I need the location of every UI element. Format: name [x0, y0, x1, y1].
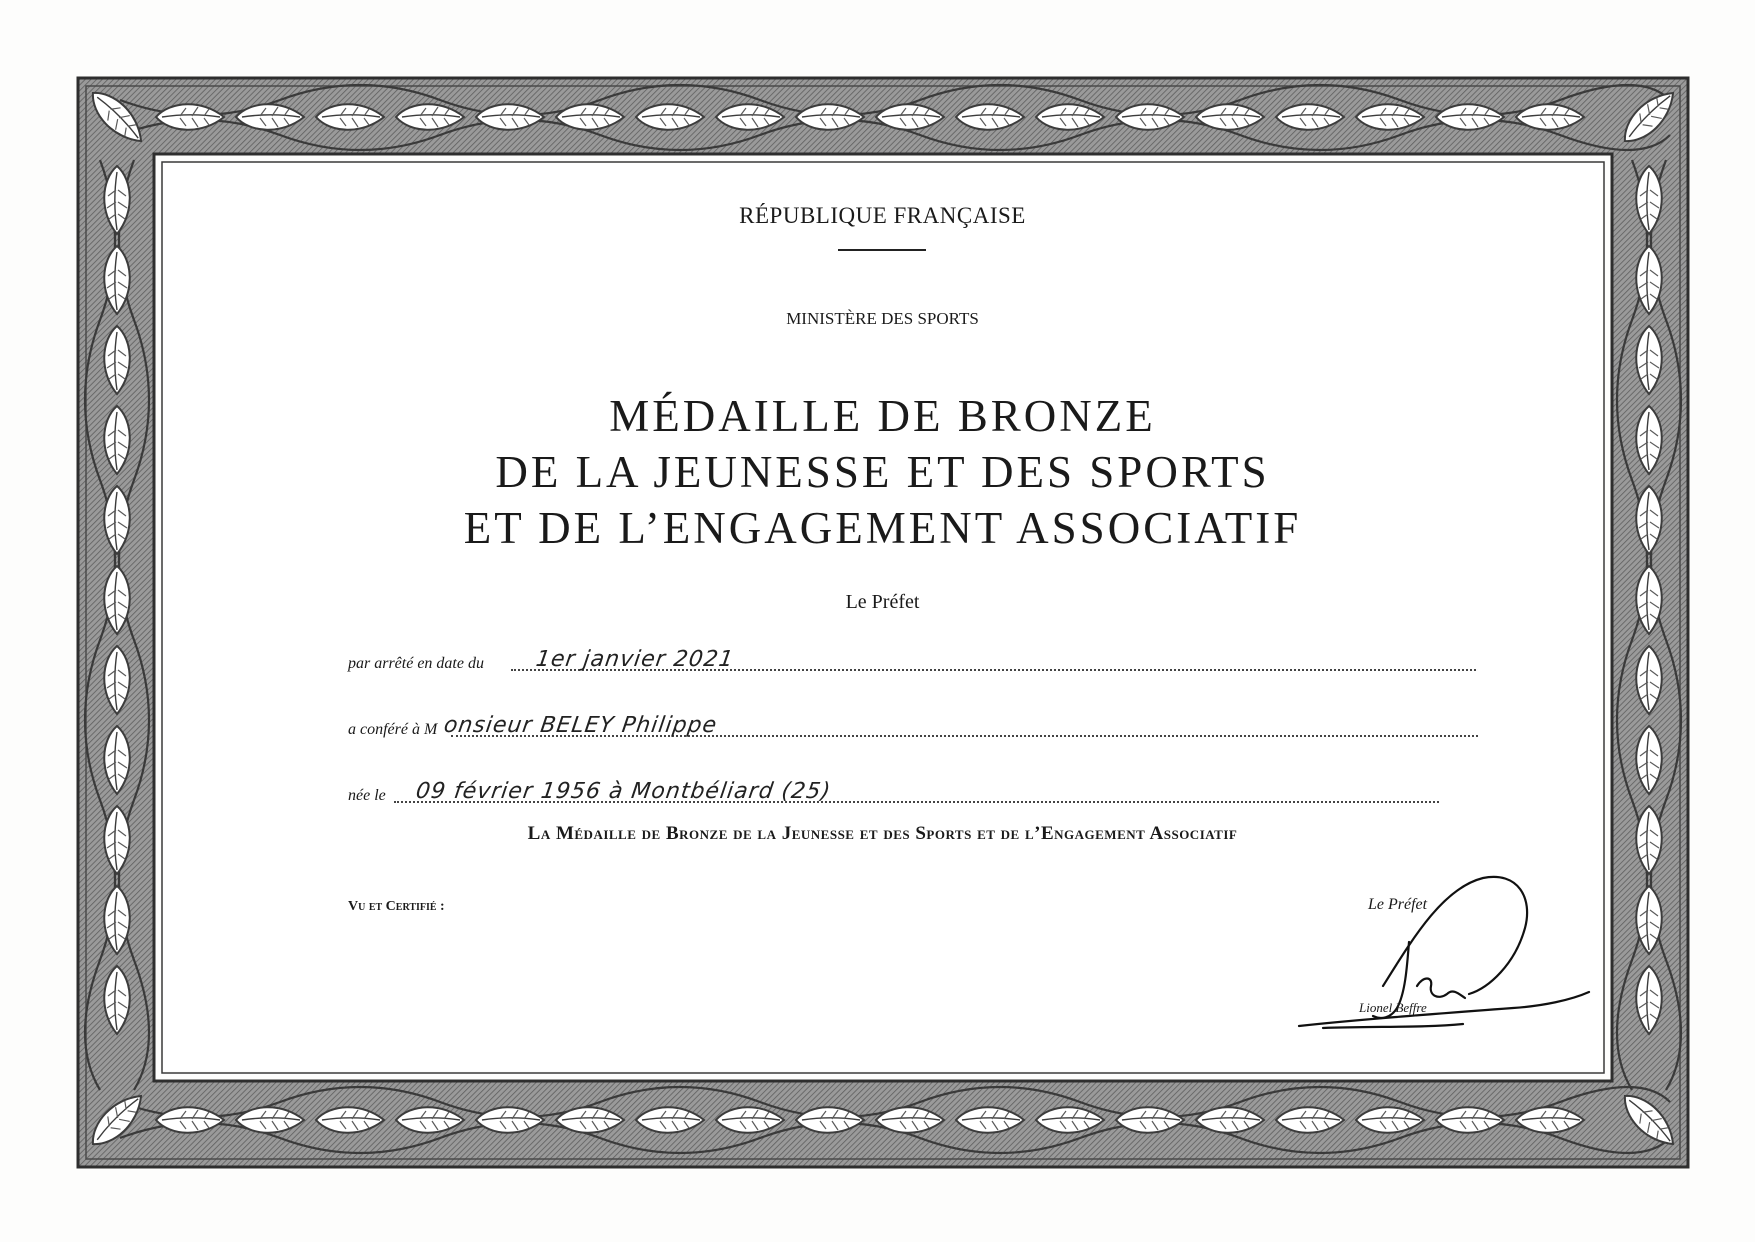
- birth-label: née le: [348, 787, 386, 804]
- birth-value: 09 février 1956 à Montbéliard (25): [414, 779, 833, 804]
- date-label: par arrêté en date du: [348, 655, 484, 672]
- recipient-label: a conféré à M: [348, 721, 438, 738]
- signatory-name: Lionel Beffre: [1359, 1000, 1427, 1015]
- title-line-2: DE LA JEUNESSE ET DES SPORTS: [495, 447, 1270, 497]
- heading-divider: [838, 249, 926, 251]
- ministry-heading: MINISTÈRE DES SPORTS: [786, 309, 979, 328]
- republic-heading: RÉPUBLIQUE FRANÇAISE: [739, 203, 1026, 228]
- certificate-title: [163, 388, 1602, 556]
- signature-mark: [1293, 868, 1593, 1048]
- title-line-1: MÉDAILLE DE BRONZE: [609, 391, 1156, 441]
- signature-title: Le Préfet: [1368, 896, 1428, 913]
- award-statement: La Médaille de Bronze de la Jeunesse et des Sports et de l’Engagement Associatif: [527, 823, 1238, 844]
- certificate-body: [163, 163, 1602, 1071]
- date-value: 1er janvier 2021: [534, 647, 736, 672]
- certification-label: Vu et Certifié :: [348, 899, 445, 914]
- issuer-label: Le Préfet: [845, 591, 920, 613]
- recipient-line: [348, 709, 1588, 739]
- title-line-3: ET DE L’ENGAGEMENT ASSOCIATIF: [463, 503, 1302, 553]
- birth-line: [348, 775, 1588, 805]
- recipient-value: onsieur BELEY Philippe: [442, 713, 719, 738]
- date-line: [348, 643, 1588, 673]
